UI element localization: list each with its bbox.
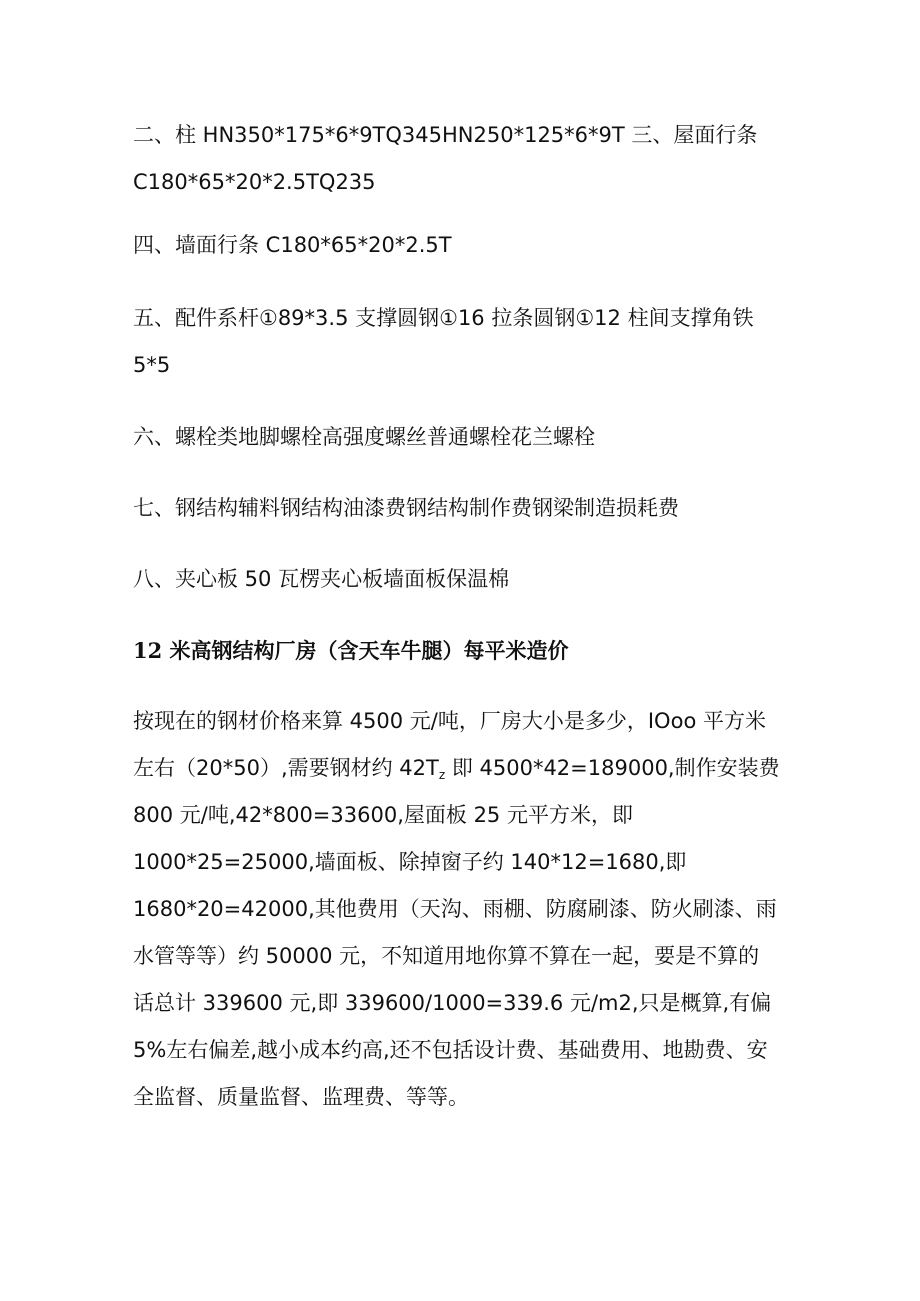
body-line: 话总计 339600 元,即 339600/1000=339.6 元/m2,只是概算,有偏 — [133, 991, 772, 1015]
body-text: 左右（20*50）,需要钢材约 42T — [133, 756, 439, 780]
list-item-line: C180*65*20*2.5TQ235 — [133, 170, 376, 194]
body-paragraph — [133, 698, 793, 1121]
list-item — [133, 112, 793, 206]
body-line: 800 元/吨,42*800=33600,屋面板 25 元平方米，即 — [133, 803, 633, 827]
body-line — [133, 745, 793, 792]
list-item — [133, 485, 793, 532]
list-item-line: 七、钢结构辅料钢结构油漆费钢结构制作费钢梁制造损耗费 — [133, 496, 679, 520]
list-item — [133, 556, 793, 603]
body-line: 全监督、质量监督、监理费、等等。 — [133, 1085, 469, 1109]
list-item-line: 八、夹心板 50 瓦楞夹心板墙面板保温棉 — [133, 567, 510, 591]
list-item — [133, 295, 793, 389]
list-item-line: 五、配件系杆①89*3.5 支撑圆钢①16 拉条圆钢①12 柱间支撑角铁 — [133, 306, 754, 330]
section-heading: 12 米高钢结构厂房（含天车牛腿）每平米造价 — [133, 638, 569, 663]
body-line: 按现在的钢材价格来算 4500 元/吨，厂房大小是多少，IOoo 平方米 — [133, 709, 766, 733]
body-line: 1000*25=25000,墙面板、除掉窗子约 140*12=1680,即 — [133, 850, 687, 874]
body-text: 即 4500*42=189000,制作安装费 — [445, 756, 780, 780]
list-item-line: 四、墙面行条 C180*65*20*2.5T — [133, 233, 452, 257]
list-item-line: 二、柱 HN350*175*6*9TQ345HN250*125*6*9T 三、屋面行条 — [133, 123, 758, 147]
list-item-line: 5*5 — [133, 353, 171, 377]
body-line: 5%左右偏差,越小成本约高,还不包括设计费、基础费用、地勘费、安 — [133, 1038, 768, 1062]
body-line: 水管等等）约 50000 元，不知道用地你算不算在一起，要是不算的 — [133, 944, 760, 968]
list-item-line: 六、螺栓类地脚螺栓高强度螺丝普通螺栓花兰螺栓 — [133, 425, 595, 449]
body-line: 1680*20=42000,其他费用（天沟、雨棚、防腐刷漆、防火刷漆、雨 — [133, 897, 777, 921]
list-item — [133, 222, 793, 269]
list-item — [133, 414, 793, 461]
subscript-text: z — [438, 768, 446, 782]
